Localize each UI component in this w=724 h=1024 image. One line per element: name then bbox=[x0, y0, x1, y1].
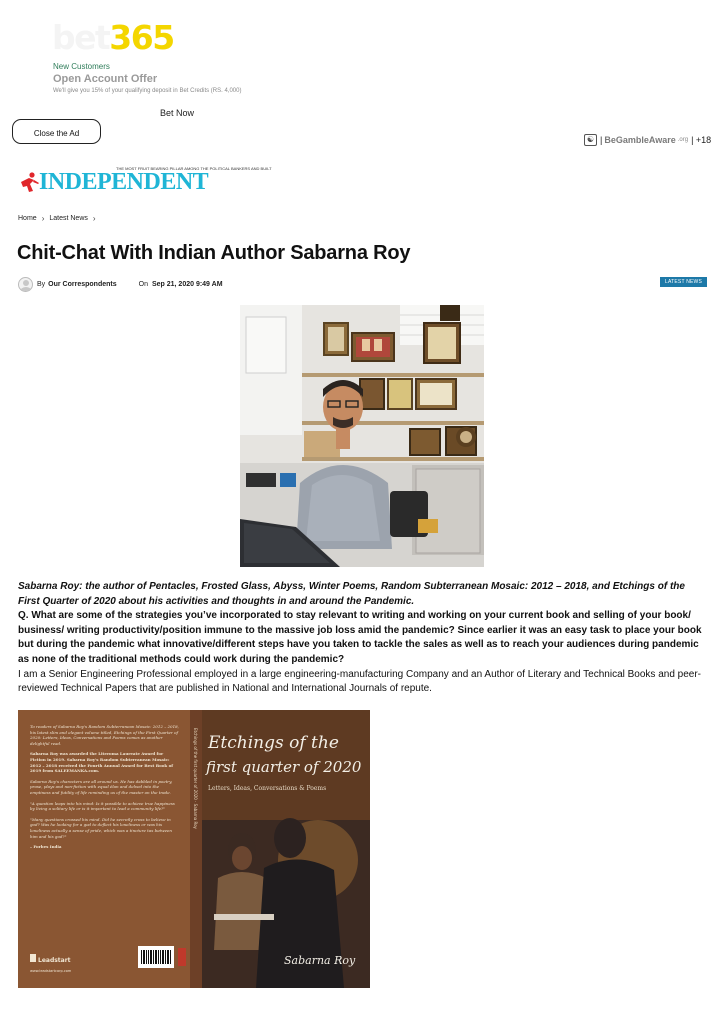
back-cover-text bbox=[30, 724, 180, 964]
masthead-tagline: THE MOST FRUIT BEARING PILLAR AMONG THE POLITICAL BANKERS AND BUILT bbox=[116, 166, 272, 171]
begambleaware-label: BeGambleAware bbox=[604, 135, 676, 145]
publisher-logo: Leadstart bbox=[38, 957, 71, 964]
book-subtitle: Letters, Ideas, Conversations & Poems bbox=[208, 785, 327, 792]
bet365-logo[interactable] bbox=[52, 18, 174, 57]
on-label: On bbox=[138, 281, 148, 288]
new-customers-label: New Customers bbox=[53, 62, 110, 71]
masthead-name: INDEPENDENT bbox=[39, 169, 209, 195]
gamble-prefix: | bbox=[600, 135, 603, 145]
brand-bet: bet bbox=[52, 18, 110, 57]
runner-icon bbox=[18, 171, 40, 193]
begambleaware-org: .org bbox=[677, 137, 689, 143]
back-blurb-1: To readers of Sabarna Roy's Random Subterranean Mosaic: 2012 – 2018, his latest slim and elegant volume titled, Etchings of the First Quarter of 2020: Letters, Ideas, Conversations and Poems comes as another delightful read. bbox=[30, 724, 179, 746]
offer-terms: We'll give you 15% of your qualifying deposit in Bet Credits (RS. 4,000) bbox=[53, 88, 242, 94]
author-avatar[interactable] bbox=[18, 277, 33, 292]
page-title: Chit-Chat With Indian Author Sabarna Roy bbox=[17, 242, 411, 264]
close-ad-button[interactable]: Close the Ad bbox=[12, 119, 101, 144]
photo-caption: Sabarna Roy: the author of Pentacles, Frosted Glass, Abyss, Winter Poems, Random Subterranean Mosaic: 2012 – 2018, and Etchings of the First Quarter of 2020 about his activities and thoughts in and around the Pandemic. bbox=[18, 581, 685, 607]
interview-question: Q. What are some of the strategies you’ve incorporated to stay relevant to writing and working on your current book and selling of your book/ business/ writing productivity/position immune to the massive job loss amid the pandemic? Since earlier it was an easy task to place your book but during the pandemic what innovative/different steps have you taken to tackle the sales as well as to reach your audiences during pandemic as none of the traditional methods could work during the pandemic? bbox=[18, 610, 702, 665]
breadcrumb-home[interactable]: Home bbox=[18, 215, 37, 222]
chevron-right-icon: › bbox=[92, 214, 96, 223]
book-spine-text: Etchings of the first quarter of 2020 · Sabarna Roy bbox=[193, 728, 198, 829]
ad-banner[interactable] bbox=[0, 0, 724, 150]
category-badge[interactable]: LATEST NEWS bbox=[660, 277, 707, 287]
back-quote-2: "Many questions crossed his mind. Did he secretly cross to believe in god? Was he looking for a god to deflect his loneliness or was his loneliness actually a sense of pride, which was a tincture tax between him and his god?" bbox=[30, 816, 172, 839]
back-quote-1: "A question leaps into his mind: Is it possible to achieve true happiness by living a solitary life or is it important to lead a community life?" bbox=[30, 800, 175, 812]
book-cover-image bbox=[18, 710, 370, 988]
breadcrumb-latest-news[interactable]: Latest News bbox=[49, 215, 88, 222]
breadcrumb bbox=[18, 214, 96, 223]
bet-now-link[interactable]: Bet Now bbox=[160, 108, 195, 118]
author-link[interactable]: Our Correspondents bbox=[48, 281, 117, 288]
brand-num: 365 bbox=[109, 18, 174, 57]
begambleaware-icon: ☯ bbox=[584, 134, 597, 146]
author-photo bbox=[240, 305, 484, 567]
publisher-website: www.leadstartcorp.com bbox=[30, 969, 72, 973]
back-blurb-3: Sabarna Roy's characters are all around us. He has dabbled in poetry, prose, plays and non-fiction with equal élan and delved into the emptiness and futility of life reminding us of the master on the trade. bbox=[30, 778, 173, 795]
site-logo[interactable] bbox=[18, 166, 272, 195]
back-blurb-2: Sabarna Roy was awarded the Literoma Laureate Award for Fiction in 2019. Sabarna Roy's Random Subterranean Mosaic: 2012 – 2018 received the Fourth Annual Award for Best Book of 2019 from SALEEMANKA.com. bbox=[30, 751, 173, 774]
book-author: Sabarna Roy bbox=[284, 954, 356, 967]
interview-answer: I am a Senior Engineering Professional employed in a large engineering-manufacturing Company and an Author of Literary and Technical Books and peer-reviewed Technical Papers that are published in National and International Journals of repute. bbox=[18, 668, 702, 695]
book-title-line-1: Etchings of the bbox=[208, 733, 339, 753]
article-body bbox=[18, 580, 708, 697]
back-source: – Forbes India bbox=[30, 844, 62, 850]
chevron-right-icon: › bbox=[41, 214, 45, 223]
age-restriction: | +18 bbox=[691, 135, 712, 145]
offer-title: Open Account Offer bbox=[53, 73, 158, 85]
begambleaware-notice[interactable] bbox=[584, 134, 711, 146]
article-meta bbox=[18, 277, 223, 292]
publish-date: Sep 21, 2020 9:49 AM bbox=[151, 281, 223, 288]
book-title-line-2: first quarter of 2020 bbox=[206, 758, 362, 776]
by-label: By bbox=[37, 281, 46, 288]
